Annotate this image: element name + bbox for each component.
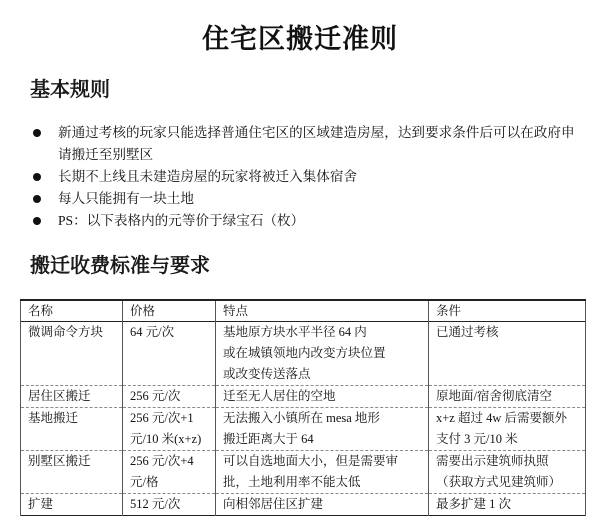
cell-line: 无法搬入小镇所在 mesa 地形 [223, 411, 380, 425]
fee-table-heading: 搬迁收费标准与要求 [30, 255, 210, 277]
cell-price [123, 494, 216, 516]
cell-line: 或在城镇领地内改变方块位置 [223, 346, 386, 360]
cell-features [216, 408, 429, 451]
cell-line: 扩建 [28, 497, 54, 511]
rule-text: PS：以下表格内的元等价于绿宝石（枚） [58, 213, 305, 228]
basic-rules-heading: 基本规则 [30, 79, 110, 101]
cell-features [216, 451, 429, 494]
rule-text: 新通过考核的玩家只能选择普通住宅区的区域建造房屋，达到要求条件后可以在政府申请搬迁至别墅区 [58, 125, 575, 162]
cell-line: 256 元/次+1 [130, 411, 194, 425]
cell-line: （获取方式见建筑师） [436, 475, 562, 489]
cell-features [216, 322, 429, 386]
table-header-row [21, 300, 586, 322]
column-header-name: 名称 [21, 300, 123, 322]
cell-name [21, 322, 123, 386]
cell-line: 搬迁距离大于 64 [223, 432, 314, 446]
cell-conditions [429, 386, 586, 408]
cell-line: 支付 3 元/10 米 [436, 432, 518, 446]
rule-item [0, 166, 580, 188]
cell-line: 原地面/宿舍彻底清空 [436, 389, 552, 403]
cell-line: 最多扩建 1 次 [436, 497, 512, 511]
bullet-icon [33, 173, 41, 181]
cell-line: 256 元/次+4 [130, 454, 194, 468]
rule-text: 每人只能拥有一块土地 [58, 191, 194, 206]
cell-conditions [429, 494, 586, 516]
basic-rules-list [0, 122, 600, 232]
cell-line: 需要出示建筑师执照 [436, 454, 549, 468]
cell-name [21, 386, 123, 408]
cell-line: 批，土地利用率不能太低 [223, 475, 361, 489]
table-row [21, 494, 586, 516]
bullet-icon [33, 195, 41, 203]
fee-table [20, 299, 586, 516]
cell-line: 向相邻居住区扩建 [223, 497, 324, 511]
cell-name [21, 408, 123, 451]
rule-item [0, 188, 580, 210]
table-row [21, 322, 586, 386]
cell-line: 迁至无人居住的空地 [223, 389, 336, 403]
column-header-conditions: 条件 [429, 300, 586, 322]
cell-features [216, 494, 429, 516]
document-title: 住宅区搬迁准则 [202, 24, 398, 55]
bullet-icon [33, 129, 41, 137]
cell-line: 居住区搬迁 [28, 389, 91, 403]
cell-price [123, 386, 216, 408]
cell-line: 可以自选地面大小，但是需要审 [223, 454, 399, 468]
cell-line: 微调命令方块 [28, 325, 104, 339]
cell-line: 256 元/次 [130, 389, 181, 403]
cell-price [123, 408, 216, 451]
cell-line: 基地原方块水平半径 64 内 [223, 325, 367, 339]
cell-line: 已通过考核 [436, 325, 499, 339]
cell-conditions [429, 451, 586, 494]
cell-conditions [429, 408, 586, 451]
cell-line: 基地搬迁 [28, 411, 79, 425]
cell-features [216, 386, 429, 408]
table-row [21, 408, 586, 451]
cell-conditions [429, 322, 586, 386]
cell-line: 元/格 [130, 475, 159, 489]
table-row [21, 451, 586, 494]
bullet-icon [33, 217, 41, 225]
cell-line: x+z 超过 4w 后需要额外 [436, 411, 568, 425]
cell-name [21, 494, 123, 516]
column-header-features: 特点 [216, 300, 429, 322]
column-header-price: 价格 [123, 300, 216, 322]
cell-line: 元/10 米(x+z) [130, 432, 202, 446]
table-row [21, 386, 586, 408]
cell-line: 512 元/次 [130, 497, 181, 511]
cell-line: 64 元/次 [130, 325, 175, 339]
rule-item [0, 210, 580, 232]
cell-line: 别墅区搬迁 [28, 454, 91, 468]
cell-price [123, 451, 216, 494]
cell-line: 或改变传送落点 [223, 367, 311, 381]
cell-price [123, 322, 216, 386]
rule-text: 长期不上线且未建造房屋的玩家将被迁入集体宿舍 [58, 169, 358, 184]
cell-name [21, 451, 123, 494]
rule-item [0, 122, 580, 166]
